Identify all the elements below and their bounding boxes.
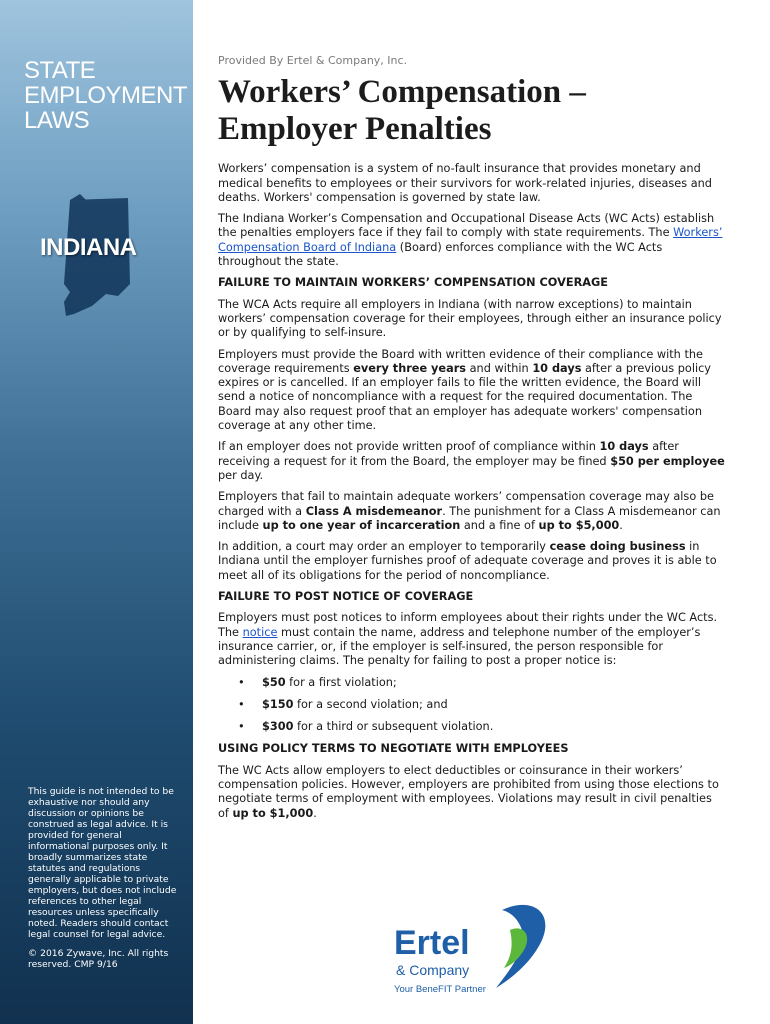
main-content (218, 54, 726, 828)
intro-paragraph-1: Workers’ compensation is a system of no-fault insurance that provides monetary and medical benefits to employees or their survivors for work-related injuries, diseases and deaths. Workers' compensation is governed by state law. (218, 162, 712, 204)
coverage-paragraph-1: The WCA Acts require all employers in Indiana (with narrow exceptions) to maintain workers’ compensation coverage for their employees, through either an insurance policy or by qualifying to self-insure. (218, 297, 722, 340)
page-title-line1: Workers’ Compensation – (218, 74, 586, 111)
ertel-logo (392, 900, 558, 996)
bold-run: up to one year of incarceration (262, 518, 461, 532)
coverage-paragraph-5 (218, 540, 726, 583)
logo-sub: & Company (396, 962, 470, 978)
text-run: Employers that fail to maintain adequate workers’ compensation coverage may also be charged with a (218, 490, 714, 518)
text-run: . The punishment for a Class A misdemeanor can include (218, 504, 721, 532)
text-run: per day. (218, 468, 264, 482)
text-run: In addition, a court may order an employer to temporarily (218, 540, 550, 554)
disclaimer (28, 786, 178, 978)
bold-run: $50 per employee (610, 454, 725, 468)
text-run: . (313, 806, 317, 820)
bold-run: cease doing business (549, 540, 686, 554)
section-heading-policy: USING POLICY TERMS TO NEGOTIATE WITH EMPLOYEES (218, 742, 569, 756)
penalty-amount: $50 (262, 675, 286, 689)
bold-run: up to $5,000 (538, 518, 620, 532)
text-run: after receiving a request for it from the Board, the employer may be fined (218, 440, 679, 468)
penalty-amount: $300 (262, 720, 294, 734)
text-run: in Indiana until the employer furnishes proof of adequate coverage and proves it is able to meet all of its obligations for the period of noncompliance. (218, 540, 717, 582)
provided-by: Provided By Ertel & Company, Inc. (218, 54, 408, 67)
sidebar (0, 0, 193, 1024)
section-heading-notice: FAILURE TO POST NOTICE OF COVERAGE (218, 590, 474, 604)
page-title-line2: Employer Penalties (218, 111, 492, 148)
text-run: for a third or subsequent violation. (293, 720, 494, 734)
text-run: must contain the name, address and telephone number of the employer’s insurance carrier, or, if the employer is self-insured, the person responsible for administering claims. The penalty for failing to post a proper notice is: (218, 625, 701, 668)
sidebar-title-line: STATE (24, 57, 96, 84)
list-item (218, 676, 726, 690)
bold-run: every three years (353, 361, 467, 375)
copyright-text: © 2016 Zywave, Inc. All rights reserved. CMP 9/16 (28, 948, 169, 970)
list-item (218, 698, 726, 712)
text-run: (Board) enforces compliance with the WC Acts throughout the state. (218, 240, 663, 269)
text-run: Employers must provide the Board with written evidence of their compliance with the coverage requirements (218, 347, 703, 375)
bold-run: 10 days (532, 361, 582, 375)
list-item (218, 720, 726, 734)
state-name: INDIANA (40, 234, 137, 261)
text-run: for a second violation; and (293, 697, 448, 711)
coverage-paragraph-3 (218, 440, 726, 483)
bold-run: up to $1,000 (232, 806, 314, 820)
text-run: and within (466, 361, 533, 375)
intro-paragraph-2 (218, 212, 726, 269)
text-run: Employers must post notices to inform employees about their rights under the WC Acts. The (218, 611, 718, 639)
section-heading-coverage: FAILURE TO MAINTAIN WORKERS’ COMPENSATION COVERAGE (218, 276, 608, 290)
sidebar-title-line: LAWS (24, 107, 90, 134)
logo-tagline: Your BeneFIT Partner (394, 984, 486, 995)
text-run: The WC Acts allow employers to elect deductibles or coinsurance in their workers’ compensation policies. However, employers are prohibited from using those elections to negotiate terms of employment with employees. Violations may result in civil penalties of (218, 763, 719, 820)
text-run: The Indiana Worker’s Compensation and Occupational Disease Acts (WC Acts) establish the penalties employers face if they fail to comply with state requirements. The (218, 212, 715, 240)
disclaimer-text: This guide is not intended to be exhaustive nor should any discussion or opinions be construed as legal advice. It is provided for general informational purposes only. It broadly summarizes state statutes and regulations generally applicable to private employers, but does not include references to other legal resources unless specifically noted. Readers should contact legal counsel for legal advice. (28, 786, 177, 940)
text-run: and a fine of (460, 518, 539, 532)
penalty-amount: $150 (262, 697, 294, 711)
coverage-paragraph-2 (218, 348, 726, 434)
logo-name: Ertel (394, 924, 470, 962)
policy-paragraph-1 (218, 764, 726, 821)
sidebar-title-line: EMPLOYMENT (24, 82, 188, 109)
penalty-list (218, 676, 726, 735)
text-run: If an employer does not provide written proof of compliance within (218, 440, 600, 454)
text-run: . (619, 518, 623, 532)
text-run: after a previous policy expires or is cancelled. If an employer fails to file the written evidence, the Board will send a notice of noncompliance with a request for the required documentation. The Board may also request proof that an employer has adequate workers' compensation coverage at any other time. (218, 361, 711, 433)
board-link[interactable]: Workers’ Compensation Board of Indiana (218, 226, 723, 254)
bold-run: Class A misdemeanor (305, 504, 443, 518)
notice-link[interactable]: notice (242, 625, 278, 639)
bold-run: 10 days (599, 440, 649, 454)
notice-paragraph-1 (218, 611, 726, 668)
coverage-paragraph-4 (218, 490, 726, 533)
page-title (218, 74, 726, 148)
text-run: for a first violation; (285, 675, 397, 689)
sidebar-title (24, 58, 187, 133)
